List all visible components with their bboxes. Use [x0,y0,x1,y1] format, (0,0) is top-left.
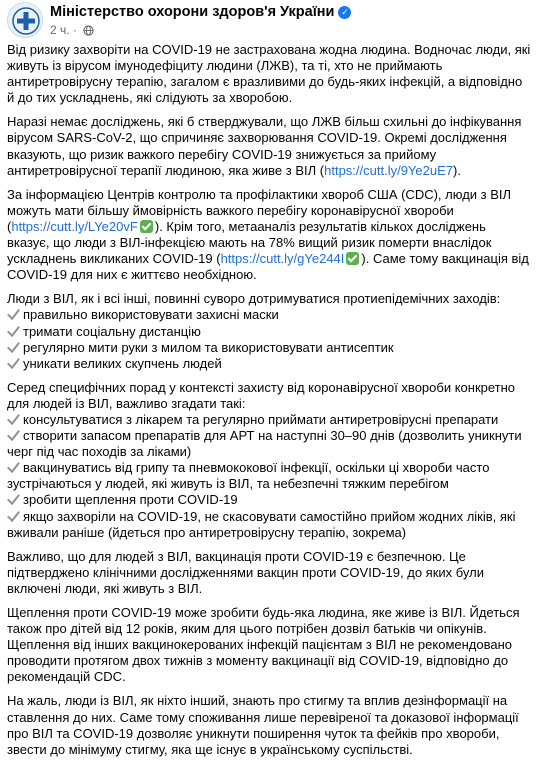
verified-badge-icon: ✓ [338,6,351,19]
paragraph-3-b: ). Крім того, метааналіз результатів кількох досліджень вказує, що люди з ВІЛ-інфекцією мають на 78% вищий ризик померти внаслідок ускладнень викликаних COVID-19 ( [7,218,492,267]
paragraph-6: Важливо, що для людей з ВІЛ, вакцинація проти COVID-19 є безпечною. Це підтверджено клінічними дослідженнями вакцин проти COVID-19, до яких були включені люди, які живуть з ВІЛ. [7,548,484,596]
list-item [7,356,532,372]
paragraph-5 [7,380,532,541]
paragraph-3-c: ). Саме тому вакцинація від COVID-19 для них є життєво необхідною. [7,251,529,283]
paragraph-5-text: Серед специфічних порад у контексті захисту від коронавірусної хвороби конкретно для людей із ВІЛ, важливо згадати такі: [7,379,516,411]
check-mark-icon [7,341,20,354]
list-item-text: створити запасом препаратів для АРТ на наступні 30–90 днів (дозволить уникнути черг під час походів за ліками) [7,428,522,460]
list-item [7,324,532,340]
list-item [7,307,532,323]
globe-icon[interactable] [83,25,94,36]
post-time[interactable]: 2 ч. [50,23,70,37]
check-mark-icon [7,413,20,426]
list-item [7,428,532,460]
list-item [7,460,532,492]
paragraph-4 [7,291,532,371]
list-item [7,412,532,428]
meta-separator: · [72,23,77,37]
post-body [7,42,532,766]
check-mark-icon [7,308,20,321]
paragraph-9: На жаль, люди із ВІЛ, як ніхто інший, знають про стигму та вплив дезінформації на ставлення до них. Саме тому споживання лише перевіреної та доказової інформації про ВІЛ та COVID-19 дозволяє уникнути поширення чуток та фейків про хвороби, звести до мінімуму стигму, яка ще існує в українському суспільстві. [7,693,519,757]
check-mark-icon [7,429,20,442]
list-item-text: зробити щеплення проти COVID-19 [23,492,238,508]
post-header [0,0,539,40]
list-item-text: уникати великих скупчень людей [23,355,222,371]
paragraph-7 [7,605,532,637]
list-item-text: правильно використовувати захисні маски [23,307,279,323]
check-box-icon [140,220,153,233]
check-mark-icon [7,493,20,506]
paragraph-2-text: Наразі немає досліджень, які б стверджували, що ЛЖВ більш схильні до інфікування вірусом SARS-CoV-2, що спричиняє захворювання COVID-19. Окремі дослідження вказують, що ризик важкого перебігу COVID-19 знижується за прийому антиретровірусної терапії людиною, яка живе з ВІЛ ( [7,114,522,178]
page-avatar[interactable] [7,2,43,38]
paragraph-8: Щеплення від інших вакцинокерованих інфекцій пацієнтам з ВІЛ не рекомендовано проводити протягом двох тижнів з моменту вакцинації від COVID-19, відповідно до рекомендацій CDC. [7,637,513,685]
ministry-logo-icon [8,3,43,38]
list-item [7,492,532,508]
check-mark-icon [7,325,20,338]
paragraph-4-text: Люди з ВІЛ, як і всі інші, повинні суворо дотримуватися протиепідемічних заходів: [7,291,501,307]
check-mark-icon [7,510,20,523]
list-item [7,340,532,356]
paragraph-1: Від ризику захворіти на COVID-19 не застрахована жодна людина. Водночас люди, які живуть із вірусом імунодефіциту людини (ЛЖВ), та ті, хто не приймають антиретровірусну терапію, загалом є вразливими до будь-яких інфекцій, а відповідно й до тих ускладнень, які слідують за хворобою. [7,42,531,106]
paragraph-2 [7,114,532,178]
link-1[interactable]: https://cutt.ly/9Ye2uE7 [324,162,453,178]
page-name[interactable]: Міністерство охорони здоров'я України [50,4,335,20]
list-item-text: тримати соціальну дистанцію [23,323,201,339]
list-item-text: консультуватися з лікарем та регулярно приймати антиретровірусні препарати [23,411,499,427]
check-mark-icon [7,357,20,370]
list-item [7,509,532,541]
check-mark-icon [7,461,20,474]
paragraph-7-text: Щеплення проти COVID-19 може зробити будь-яка людина, яке живе із ВІЛ. Йдеться також про дітей від 12 років, яким для цього потрібен дозвіл батьків чи опікунів. [7,605,520,637]
list-item-text: якщо захворіли на COVID-19, не скасовувати самостійно прийом жодних ліків, які вживали раніше (йдеться про антиретровірусну терапію, зокрема) [7,508,516,540]
link-2[interactable]: https://cutt.ly/LYe20vF [11,218,138,234]
list-item-text: вакцинуватись від грипу та пневмококової інфекції, оскільки ці хвороби часто зустрічаються у людей, які живуть із ВІЛ, та небезпечні тяжким перебігом [7,460,490,492]
post-meta [50,23,94,37]
paragraph-2-end: ). [453,162,461,178]
paragraph-3-a: За інформацією Центрів контролю та профілактики хвороб США (CDC), люди з ВІЛ можуть мати більшу ймовірність важкого перебігу коронавірусної хвороби ( [7,186,512,234]
paragraph-3 [7,187,532,284]
check-box-icon [346,252,359,265]
list-item-text: регулярно мити руки з милом та використовувати антисептик [23,339,394,355]
page-name-link[interactable] [50,4,351,20]
link-3[interactable]: https://cutt.ly/gYe244I [220,251,345,267]
